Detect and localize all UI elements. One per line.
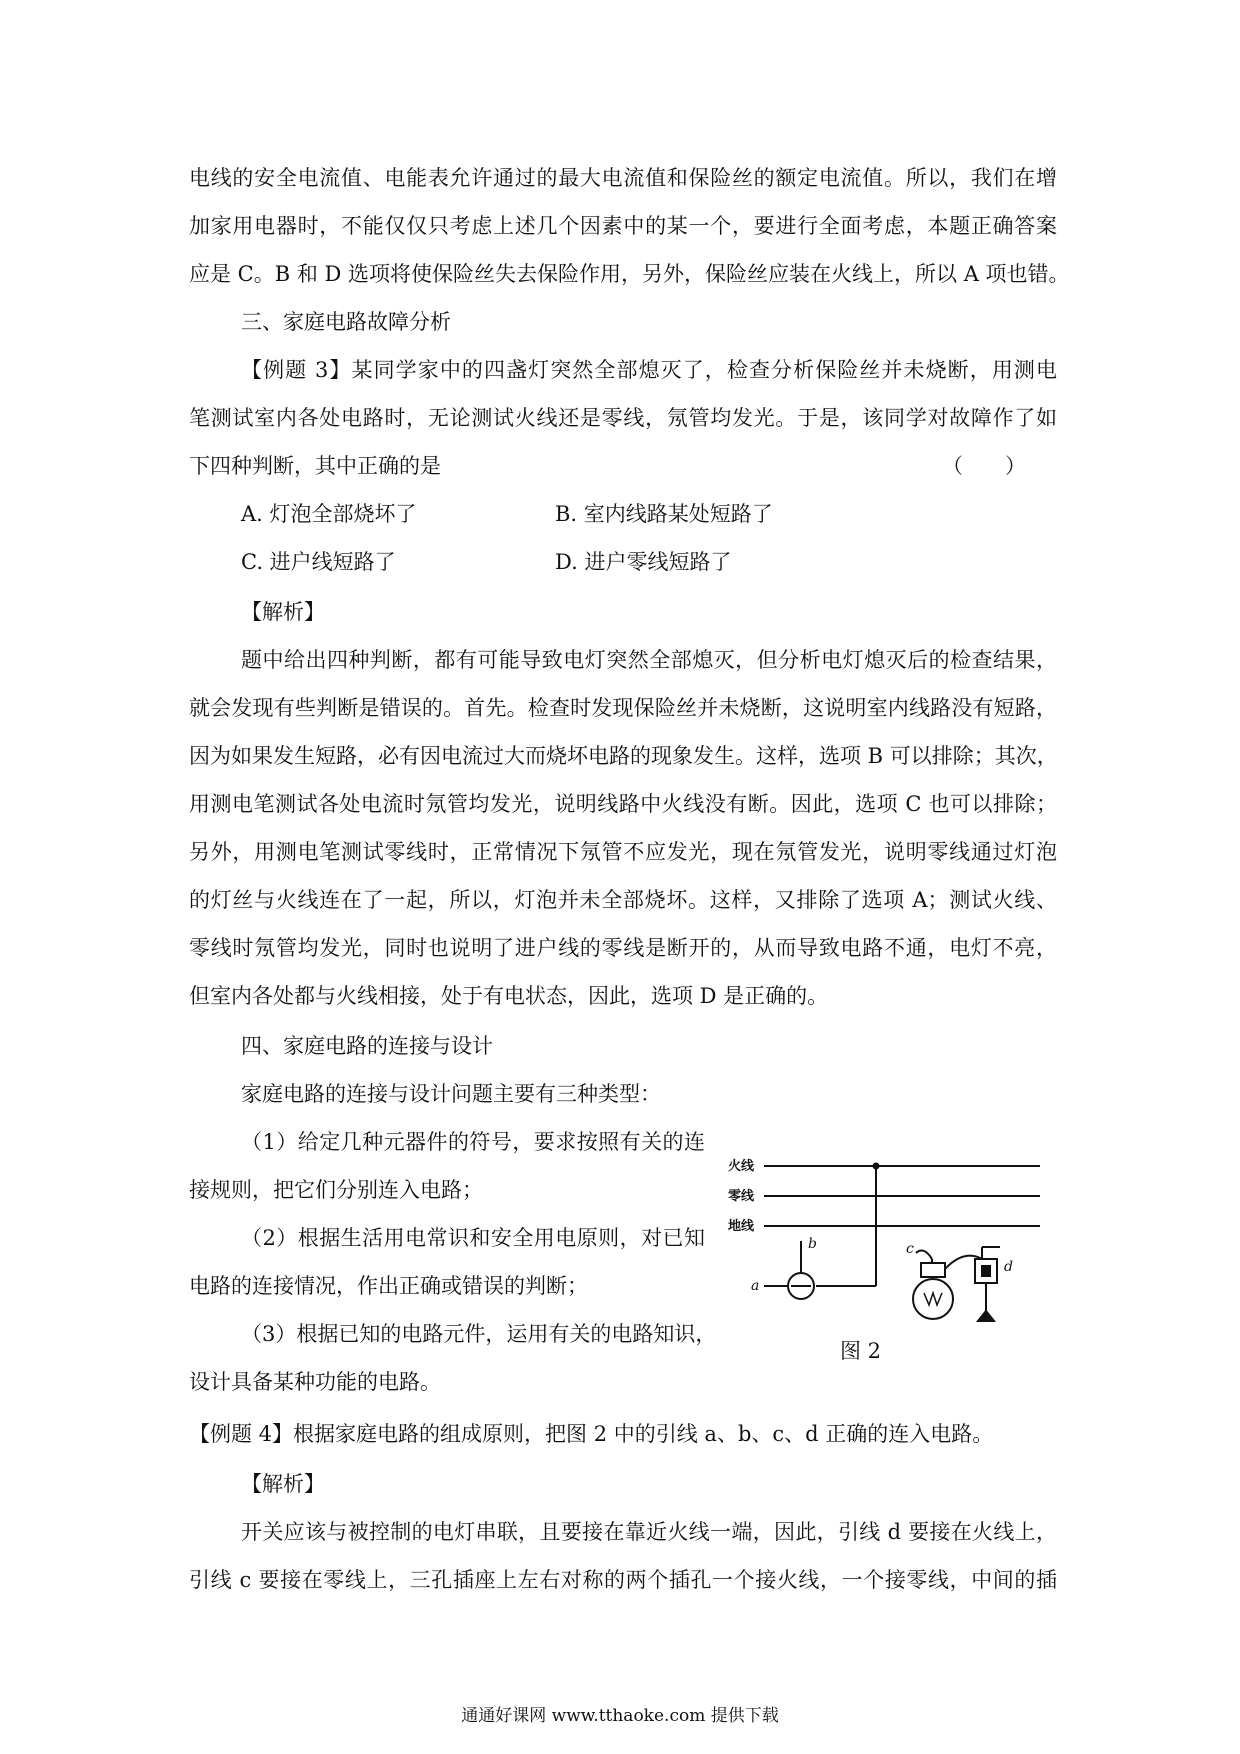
type-2-line: 电路的连接情况，作出正确或错误的判断； xyxy=(189,1274,588,1298)
analysis-line: 用测电笔测试各处电流时氖管均发光，说明线路中火线没有断。因此，选项 C 也可以排除； xyxy=(189,792,1057,816)
circuit-figure xyxy=(724,1141,1054,1373)
option-a: A. 灯泡全部烧坏了 xyxy=(241,502,417,526)
section-heading: 三、家庭电路故障分析 xyxy=(241,310,451,334)
analysis-line: 的灯丝与火线连在了一起，所以，灯泡并未全部烧坏。这样，又排除了选项 A；测试火线、 xyxy=(189,888,1057,912)
analysis-line: 引线 c 要接在零线上，三孔插座上左右对称的两个插孔一个接火线，一个接零线，中间的插 xyxy=(189,1568,1057,1592)
section-intro: 家庭电路的连接与设计问题主要有三种类型： xyxy=(241,1082,661,1106)
paragraph-line: 应是 C。B 和 D 选项将使保险丝失去保险作用，另外，保险丝应装在火线上，所以 A 项也错。 xyxy=(189,262,1070,286)
section-heading: 四、家庭电路的连接与设计 xyxy=(241,1034,493,1058)
analysis-heading: 【解析】 xyxy=(241,600,325,624)
example-3-line: 笔测试室内各处电路时，无论测试火线还是零线，氖管均发光。于是，该同学对故障作了如 xyxy=(189,406,1057,430)
page-footer: 通通好课网 www.tthaoke.com 提供下载 xyxy=(461,1706,779,1726)
neutral-wire-label: 零线 xyxy=(728,1189,755,1204)
analysis-line: 零线时氖管均发光，同时也说明了进户线的零线是断开的，从而导致电路不通，电灯不亮， xyxy=(189,936,1057,960)
junction-dot xyxy=(873,1163,880,1170)
bulb-icon xyxy=(913,1279,953,1319)
option-b: B. 室内线路某处短路了 xyxy=(555,502,773,526)
type-1-line: 接规则，把它们分别连入电路； xyxy=(189,1178,483,1202)
lead-c-wire xyxy=(916,1251,932,1259)
example-3-line: 【例题 3】某同学家中的四盏灯突然全部熄灭了，检查分析保险丝并未烧断，用测电 xyxy=(241,358,1057,382)
paragraph-line: 加家用电器时，不能仅仅只考虑上述几个因素中的某一个，要进行全面考虑，本题正确答案 xyxy=(189,214,1057,238)
analysis-line: 另外，用测电笔测试零线时，正常情况下氖管不应发光，现在氖管发光，说明零线通过灯泡 xyxy=(189,840,1057,864)
type-3-line: （3）根据已知的电路元件，运用有关的电路知识， xyxy=(241,1322,717,1346)
circuit-diagram xyxy=(724,1141,1054,1373)
option-d: D. 进户零线短路了 xyxy=(555,550,732,574)
analysis-line: 因为如果发生短路，必有因电流过大而烧坏电路的现象发生。这样，选项 B 可以排除；其次， xyxy=(189,744,1058,768)
ground-wire-label: 地线 xyxy=(728,1219,755,1234)
analysis-line: 但室内各处都与火线相接，处于有电状态，因此，选项 D 是正确的。 xyxy=(189,984,829,1008)
lead-d-label: d xyxy=(1004,1259,1013,1275)
lead-b-label: b xyxy=(808,1236,817,1252)
type-2-line: （2）根据生活用电常识和安全用电原则，对已知 xyxy=(241,1226,705,1250)
type-1-line: （1）给定几种元器件的符号，要求按照有关的连 xyxy=(241,1130,705,1154)
lead-a-label: a xyxy=(751,1278,760,1294)
example-4: 【例题 4】根据家庭电路的组成原则，把图 2 中的引线 a、b、c、d 正确的连入电路。 xyxy=(189,1422,994,1446)
type-3-line: 设计具备某种功能的电路。 xyxy=(189,1370,441,1394)
analysis-line: 开关应该与被控制的电灯串联，且要接在靠近火线一端，因此，引线 d 要接在火线上， xyxy=(241,1520,1057,1544)
analysis-heading: 【解析】 xyxy=(241,1472,325,1496)
paragraph-line: 电线的安全电流值、电能表允许通过的最大电流值和保险丝的额定电流值。所以，我们在增 xyxy=(189,166,1057,190)
example-3-line: 下四种判断，其中正确的是 xyxy=(189,454,441,478)
option-c: C. 进户线短路了 xyxy=(241,550,396,574)
figure-caption: 图 2 xyxy=(840,1339,882,1363)
lead-c-label: c xyxy=(906,1241,914,1257)
live-wire-label: 火线 xyxy=(728,1159,755,1174)
answer-bracket: （ ） xyxy=(942,454,1026,478)
lamp-holder-icon xyxy=(921,1263,945,1277)
analysis-line: 题中给出四种判断，都有可能导致电灯突然全部熄灭，但分析电灯熄灭后的检查结果， xyxy=(241,648,1057,672)
analysis-line: 就会发现有些判断是错误的。首先。检查时发现保险丝并未烧断，这说明室内线路没有短路， xyxy=(189,696,1057,720)
